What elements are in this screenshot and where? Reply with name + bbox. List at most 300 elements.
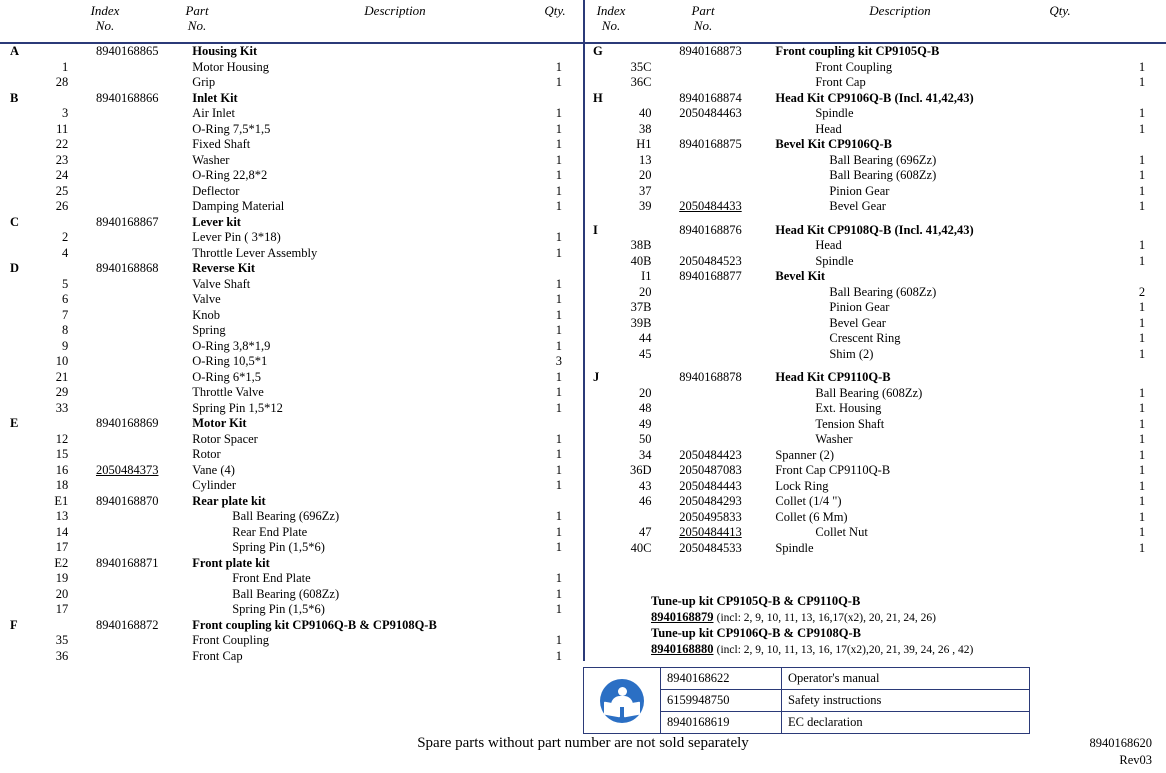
row-description: O-Ring 7,5*1,5 (192, 121, 271, 136)
row-index: E (10, 416, 19, 430)
row-part-number (662, 347, 760, 363)
table-row (0, 60, 583, 76)
row-index: 45 (639, 346, 652, 361)
header-index-left-line1: Index (90, 3, 120, 18)
table-row (583, 168, 1166, 184)
row-part-number[interactable]: 2050484443 (679, 478, 742, 493)
row-description: Front Coupling (815, 59, 893, 74)
row-part-number (662, 153, 760, 169)
document-number[interactable]: 6159948750 (661, 690, 782, 712)
row-part-number[interactable]: 2050484413 (679, 525, 742, 539)
table-row (0, 91, 583, 107)
row-index: 49 (639, 416, 652, 431)
row-index: 14 (55, 524, 69, 539)
row-quantity: 1 (1138, 315, 1146, 330)
table-row (583, 106, 1166, 122)
table-row (0, 199, 583, 215)
row-description: Spring (192, 323, 226, 337)
table-row (0, 122, 583, 138)
table-row (583, 60, 1166, 76)
row-description: Collet (1/4 ") (775, 494, 842, 508)
row-description: Knob (192, 307, 221, 322)
row-quantity: 1 (1138, 432, 1146, 446)
row-index: 34 (639, 447, 652, 462)
row-part-number (78, 199, 176, 215)
row-quantity (1118, 269, 1166, 285)
header-index-right-line2: No. (601, 18, 621, 33)
table-row (583, 370, 1166, 386)
row-index: 37B (630, 300, 652, 314)
row-part-number[interactable]: 2050484373 (95, 462, 159, 477)
tune-up-kit-note: (incl: 2, 9, 10, 11, 13, 16,17(x2), 20, 21, 24, 26) (716, 611, 936, 624)
row-part-number (662, 60, 760, 76)
row-part-number (78, 277, 176, 293)
row-index: 35 (55, 633, 69, 647)
row-description: Rear End Plate (232, 524, 308, 539)
row-part-number[interactable]: 2050484523 (679, 253, 742, 268)
row-description: Lever Pin ( 3*18) (192, 230, 281, 244)
row-quantity: 1 (555, 307, 562, 322)
tune-up-kit-line (651, 610, 1151, 627)
row-index: 16 (55, 462, 69, 477)
header-part-left (152, 3, 242, 33)
row-quantity (535, 494, 583, 510)
row-part-number[interactable]: 2050484433 (679, 199, 742, 213)
row-description: Head Kit CP9108Q-B (Incl. 41,42,43) (775, 222, 974, 237)
row-index: 29 (55, 385, 69, 399)
table-row (0, 432, 583, 448)
row-part-number (662, 285, 760, 301)
row-quantity: 1 (555, 524, 562, 539)
row-part-number (78, 602, 176, 618)
row-quantity (1118, 223, 1166, 239)
row-quantity: 1 (555, 245, 562, 260)
row-index: 47 (639, 525, 652, 539)
row-index: 28 (55, 75, 69, 89)
table-row (0, 447, 583, 463)
row-part-number (78, 571, 176, 587)
row-description: Washer (815, 432, 853, 446)
row-index: 12 (55, 431, 69, 446)
row-spacer (583, 215, 1166, 223)
row-description: Front Cap (192, 648, 243, 663)
row-quantity: 1 (1138, 494, 1146, 508)
row-index: 36C (630, 75, 652, 89)
row-part-number[interactable]: 8940168876 (679, 222, 742, 237)
row-part-number[interactable]: 8940168873 (679, 44, 742, 58)
row-description: Spring Pin 1,5*12 (192, 400, 283, 415)
row-index: 20 (639, 168, 652, 182)
document-number[interactable]: 8940168622 (661, 668, 782, 690)
row-quantity: 1 (555, 121, 562, 136)
row-part-number (78, 633, 176, 649)
table-row (0, 385, 583, 401)
parts-table-right-wrapper (583, 44, 1166, 556)
row-quantity (1118, 370, 1166, 386)
table-row (583, 510, 1166, 526)
table-row (583, 331, 1166, 347)
row-part-number[interactable]: 2050484293 (679, 494, 742, 508)
row-quantity (535, 618, 583, 634)
row-index: 13 (55, 509, 69, 523)
row-quantity: 1 (555, 323, 562, 337)
row-part-number (78, 447, 176, 463)
row-index: H (593, 90, 603, 105)
row-index: B (10, 90, 19, 105)
tune-up-kit-entry (651, 594, 1151, 626)
table-row (584, 668, 1030, 690)
row-index: 11 (56, 121, 69, 136)
row-quantity: 1 (555, 338, 562, 353)
table-row (583, 347, 1166, 363)
row-quantity: 1 (555, 509, 562, 523)
row-part-number[interactable]: 8940168878 (679, 370, 742, 384)
row-description: Spanner (2) (775, 447, 835, 462)
row-index: 38B (630, 238, 652, 252)
row-part-number (78, 509, 176, 525)
header-desc-right-line1: Description (869, 3, 931, 18)
row-description: Bevel Kit (775, 269, 825, 283)
row-index: 50 (639, 432, 652, 446)
table-row (0, 106, 583, 122)
row-part-number[interactable]: 8940168871 (95, 555, 159, 570)
row-index: 43 (639, 478, 652, 493)
row-index: 40 (639, 106, 652, 120)
document-description: Operator's manual (782, 668, 1030, 690)
table-row (583, 448, 1166, 464)
table-row (0, 292, 583, 308)
table-row (0, 137, 583, 153)
row-index: 40C (630, 540, 652, 555)
row-part-number (78, 60, 176, 76)
row-part-number[interactable]: 8940168868 (95, 261, 159, 275)
row-index: 38 (639, 121, 652, 136)
row-part-number (662, 75, 760, 91)
row-part-number (662, 122, 760, 138)
header-index-left-line2: No. (95, 18, 115, 33)
row-index: G (593, 44, 603, 58)
row-description: Cylinder (192, 478, 236, 492)
row-description: Crescent Ring (829, 331, 901, 345)
row-part-number (78, 401, 176, 417)
table-row (0, 261, 583, 277)
table-row (583, 479, 1166, 495)
row-description: Valve Shaft (192, 276, 251, 291)
table-row (583, 137, 1166, 153)
row-quantity: 1 (555, 633, 562, 647)
row-description: Washer (192, 152, 230, 167)
row-index: C (10, 214, 20, 229)
row-description: Lock Ring (775, 478, 829, 493)
row-quantity: 1 (1138, 540, 1146, 555)
row-quantity (535, 215, 583, 231)
footer-revision: Rev03 (1119, 753, 1152, 767)
row-quantity: 1 (1138, 401, 1146, 415)
table-row (0, 401, 583, 417)
document-number[interactable]: 8940168619 (661, 712, 782, 734)
row-part-number[interactable]: 8940168866 (95, 90, 159, 105)
header-part-left-line1: Part (185, 3, 209, 18)
row-part-number[interactable]: 8940168874 (679, 90, 742, 105)
manual-person-icon-graphic (600, 679, 644, 723)
row-quantity: 1 (1138, 199, 1146, 213)
table-row (0, 618, 583, 634)
table-row (583, 285, 1166, 301)
row-quantity: 1 (1138, 183, 1146, 198)
row-description: Vane (4) (192, 462, 235, 477)
manual-person-icon (584, 668, 661, 734)
row-description: Motor Kit (192, 416, 247, 430)
table-row (583, 541, 1166, 557)
row-part-number (662, 432, 760, 448)
table-row (583, 254, 1166, 270)
row-index: H1 (636, 137, 652, 151)
document-description: Safety instructions (782, 690, 1030, 712)
row-index: 36D (629, 463, 652, 477)
document-description: EC declaration (782, 712, 1030, 734)
row-description: O-Ring 3,8*1,9 (192, 338, 271, 353)
row-description: Front End Plate (232, 571, 311, 585)
row-quantity: 1 (1138, 525, 1146, 539)
table-row (583, 153, 1166, 169)
footer-note: Spare parts without part number are not sold separately (417, 735, 749, 751)
table-row (0, 494, 583, 510)
table-row (0, 153, 583, 169)
row-quantity: 1 (1138, 509, 1146, 524)
header-part-left-line2: No. (187, 18, 207, 33)
row-index: I1 (641, 269, 652, 283)
row-quantity (1118, 91, 1166, 107)
row-description: Collet (6 Mm) (775, 509, 848, 524)
row-quantity: 1 (555, 431, 562, 446)
row-index: 40B (630, 253, 652, 268)
row-part-number (78, 370, 176, 386)
row-part-number (78, 122, 176, 138)
table-row (0, 215, 583, 231)
header-part-right-line2: No. (693, 18, 713, 33)
row-part-number[interactable]: 2050495833 (679, 509, 742, 524)
header-index-left (60, 3, 150, 33)
row-quantity: 2 (1138, 284, 1146, 299)
row-description: Spring Pin (1,5*6) (232, 540, 325, 554)
row-part-number (662, 300, 760, 316)
row-part-number[interactable]: 8940168875 (679, 137, 742, 151)
row-part-number (662, 386, 760, 402)
row-description: Bevel Gear (829, 315, 886, 330)
header-part-right-line1: Part (691, 3, 715, 18)
row-part-number[interactable]: 2050484423 (679, 447, 742, 462)
row-quantity: 1 (1138, 238, 1146, 252)
row-part-number (78, 308, 176, 324)
row-quantity: 1 (555, 152, 562, 167)
row-quantity (1118, 137, 1166, 153)
row-quantity: 1 (555, 137, 562, 151)
tune-up-kit-note: (incl: 2, 9, 10, 11, 13, 16, 17(x2),20, 21, 39, 24, 26 , 42) (716, 643, 974, 656)
row-description: Fixed Shaft (192, 137, 251, 151)
row-index: 17 (55, 540, 69, 554)
row-index: J (593, 370, 600, 384)
row-index: 2 (61, 230, 69, 244)
table-row (583, 494, 1166, 510)
row-part-number (78, 323, 176, 339)
header-desc-left (300, 3, 490, 18)
table-row (583, 75, 1166, 91)
row-part-number[interactable]: 8940168877 (679, 269, 742, 283)
row-part-number[interactable]: 8940168872 (95, 617, 159, 632)
row-quantity: 1 (1138, 331, 1146, 345)
row-quantity: 1 (555, 75, 562, 89)
row-quantity: 1 (1138, 121, 1146, 136)
row-quantity: 1 (555, 586, 562, 601)
row-quantity (535, 44, 583, 60)
row-description: Shim (2) (829, 346, 874, 361)
row-index: 33 (55, 400, 69, 415)
row-index: 10 (55, 354, 69, 368)
row-index: 36 (55, 648, 69, 663)
row-part-number (78, 75, 176, 91)
row-description: Damping Material (192, 199, 285, 213)
table-row (583, 269, 1166, 285)
row-part-number[interactable]: 8940168865 (95, 44, 159, 58)
row-part-number[interactable]: 2050487083 (679, 463, 742, 477)
row-part-number[interactable]: 8940168869 (95, 416, 159, 430)
row-description: Air Inlet (192, 106, 235, 120)
row-quantity: 1 (555, 540, 562, 554)
row-description: Spindle (815, 106, 854, 120)
row-description: Spring Pin (1,5*6) (232, 602, 325, 616)
table-row (0, 230, 583, 246)
row-index: 48 (639, 401, 652, 415)
row-index: I (593, 222, 598, 237)
table-row (583, 300, 1166, 316)
tune-up-kit-number[interactable]: 8940168880 (651, 641, 714, 656)
row-description: Pinion Gear (829, 300, 890, 314)
row-quantity: 1 (1138, 385, 1146, 400)
row-description: O-Ring 6*1,5 (192, 369, 261, 384)
row-part-number (78, 168, 176, 184)
row-description: Spindle (775, 540, 814, 555)
row-part-number (78, 354, 176, 370)
row-description: O-Ring 10,5*1 (192, 354, 268, 368)
row-description: Motor Housing (192, 59, 269, 74)
header-desc-left-line1: Description (364, 3, 426, 18)
row-description: Ball Bearing (696Zz) (232, 509, 340, 523)
row-index: 9 (61, 338, 69, 353)
row-index: 18 (55, 478, 69, 492)
table-row (583, 316, 1166, 332)
table-row (583, 122, 1166, 138)
table-row (0, 463, 583, 479)
table-row (583, 525, 1166, 541)
row-quantity: 1 (555, 168, 562, 182)
row-index: 22 (55, 137, 69, 151)
table-row (0, 525, 583, 541)
row-part-number (78, 137, 176, 153)
row-description: O-Ring 22,8*2 (192, 168, 268, 182)
tune-up-kit-title: Tune-up kit CP9106Q-B & CP9108Q-B (651, 626, 861, 640)
row-quantity: 1 (555, 183, 562, 198)
row-part-number[interactable]: 8940168870 (95, 493, 159, 508)
row-quantity: 1 (555, 59, 562, 74)
row-description: Ball Bearing (608Zz) (232, 586, 340, 601)
table-row (0, 478, 583, 494)
row-part-number (78, 292, 176, 308)
table-row (583, 184, 1166, 200)
header-qty-left-line1: Qty. (544, 3, 566, 18)
row-quantity: 1 (1138, 346, 1146, 361)
row-description: Head Kit CP9106Q-B (Incl. 41,42,43) (775, 90, 974, 105)
row-part-number (78, 649, 176, 665)
tune-up-kit-number[interactable]: 8940168879 (651, 609, 714, 624)
table-row (0, 75, 583, 91)
tune-up-kits (651, 594, 1151, 658)
parts-table-right (583, 44, 1166, 556)
row-quantity (535, 91, 583, 107)
row-part-number (78, 525, 176, 541)
row-index: 20 (55, 586, 69, 601)
row-part-number (78, 230, 176, 246)
row-index: 37 (639, 183, 652, 198)
row-part-number (78, 246, 176, 262)
row-quantity: 1 (555, 462, 562, 477)
row-part-number (78, 478, 176, 494)
row-quantity: 1 (555, 602, 562, 616)
table-row (583, 199, 1166, 215)
row-part-number[interactable]: 8940168867 (95, 214, 159, 229)
header-index-right-line1: Index (596, 3, 626, 18)
table-row (583, 238, 1166, 254)
row-quantity: 1 (555, 106, 562, 120)
row-description: Head (815, 238, 842, 252)
row-part-number (662, 184, 760, 200)
row-description: Spindle (815, 253, 854, 268)
table-row (0, 184, 583, 200)
row-index: 44 (639, 331, 652, 345)
row-quantity: 1 (555, 292, 562, 306)
row-index: 46 (639, 494, 652, 508)
row-index: 6 (61, 292, 69, 306)
table-row (583, 223, 1166, 239)
row-index: 25 (55, 183, 69, 198)
row-quantity: 1 (555, 571, 562, 585)
row-description: Ext. Housing (815, 401, 882, 415)
row-quantity (535, 556, 583, 572)
row-description: Front plate kit (192, 555, 270, 570)
row-quantity (535, 261, 583, 277)
row-part-number[interactable]: 2050484533 (679, 540, 742, 555)
row-description: Lever kit (192, 214, 241, 229)
row-quantity (1118, 44, 1166, 60)
row-index: 20 (639, 284, 652, 299)
row-part-number[interactable]: 2050484463 (679, 106, 742, 120)
table-row (583, 91, 1166, 107)
table-row (583, 417, 1166, 433)
row-description: Front Cap (815, 75, 866, 89)
row-quantity: 1 (1138, 300, 1146, 314)
row-part-number (78, 385, 176, 401)
row-index: 1 (61, 59, 69, 74)
row-index: 19 (55, 571, 69, 585)
row-description: Collet Nut (815, 525, 868, 539)
table-row (0, 416, 583, 432)
row-index: 39B (630, 315, 652, 330)
tune-up-kit-line (651, 642, 1151, 659)
row-index: 24 (55, 168, 69, 182)
footer-document-number: 8940168620 (1089, 736, 1152, 750)
row-part-number (78, 153, 176, 169)
row-description: Housing Kit (192, 44, 258, 58)
row-description: Rotor (192, 447, 221, 461)
